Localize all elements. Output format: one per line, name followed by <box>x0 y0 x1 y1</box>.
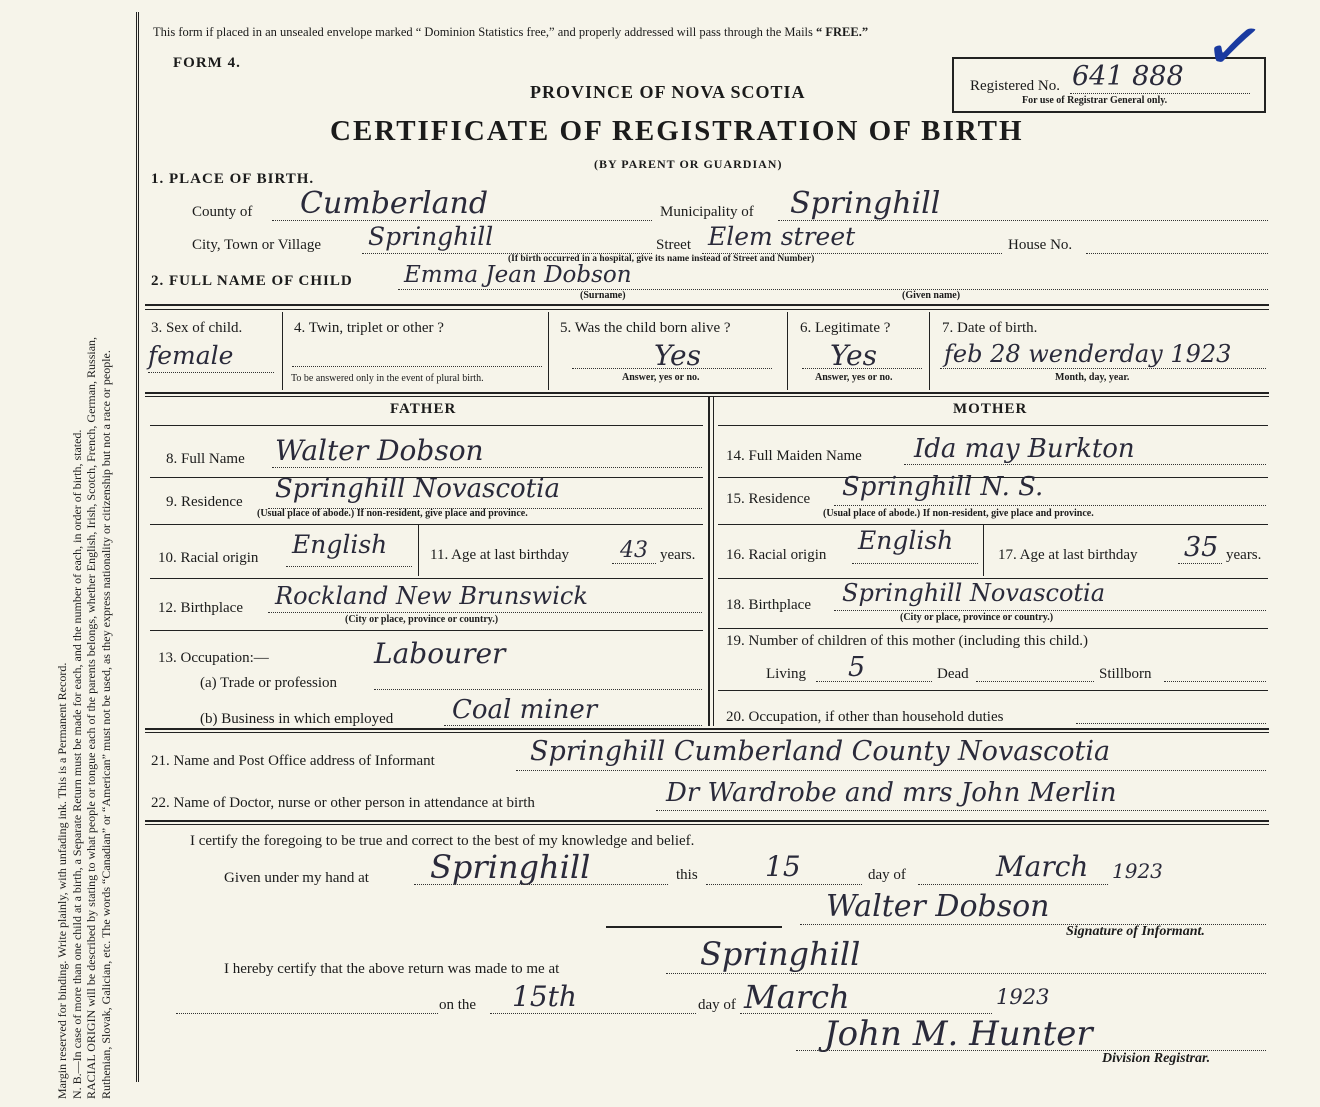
house-label: House No. <box>1008 237 1073 253</box>
street-label: Street <box>656 237 691 253</box>
mother-name-value: Ida may Burkton <box>914 434 1135 464</box>
dead-label: Dead <box>937 666 969 682</box>
child-name-label: 2. FULL NAME OF CHILD <box>151 273 353 289</box>
mother-residence-value: Springhill N. S. <box>842 472 1044 502</box>
mother-race-value: English <box>858 526 954 555</box>
mother-occupation-label: 20. Occupation, if other than household duties <box>726 709 1004 725</box>
father-name-label: 8. Full Name <box>166 451 245 467</box>
doctor-value: Dr Wardrobe and mrs John Merlin <box>666 778 1117 808</box>
given-under-label: Given under my hand at <box>224 870 369 886</box>
form-number: FORM 4. <box>173 55 241 71</box>
registrar-day-of-label: day of <box>698 997 736 1013</box>
mother-residence-note: (Usual place of abode.) If non-resident, give place and province. <box>823 508 1094 519</box>
living-label: Living <box>766 666 806 682</box>
father-birthplace-label: 12. Birthplace <box>158 600 243 616</box>
municipality-value: Springhill <box>790 186 941 221</box>
mother-birthplace-value: Springhill Novascotia <box>842 579 1106 607</box>
informant-signature: Walter Dobson <box>826 889 1050 924</box>
father-business-value: Coal miner <box>452 695 598 725</box>
registrar-certify-text: I hereby certify that the above return was made to me at <box>224 961 560 977</box>
child-name-value: Emma Jean Dobson <box>404 262 632 288</box>
county-value: Cumberland <box>300 186 489 221</box>
margin-line-2: N. B.—In case of more than one child at a birth, a Separate Return must be made for each, and the number of each, in order of birth, stated. <box>69 429 84 1099</box>
given-year-value: 1923 <box>1112 859 1163 883</box>
legitimate-label: 6. Legitimate ? <box>800 320 891 336</box>
father-age-years: years. <box>660 547 696 563</box>
registrar-day-value: 15th <box>512 980 577 1013</box>
alive-value: Yes <box>654 339 701 372</box>
city-value: Springhill <box>368 222 494 251</box>
registrar-year-value: 1923 <box>996 985 1050 1009</box>
postal-free: “ FREE.” <box>816 25 869 39</box>
division-registrar-label: Division Registrar. <box>1102 1051 1211 1066</box>
given-day-value: 15 <box>765 850 801 883</box>
legitimate-value: Yes <box>830 339 877 372</box>
doctor-label: 22. Name of Doctor, nurse or other person in attendance at birth <box>151 795 535 811</box>
dob-note: Month, day, year. <box>1055 372 1130 383</box>
mother-heading: MOTHER <box>953 401 1028 417</box>
margin-line-4: Ruthenian, Slovak, Galician, etc. The words “Canadian” or “American” must not be used, as they express nationality or citizenship but not a race or people. <box>98 350 113 1099</box>
father-occupation-label: 13. Occupation:— <box>158 650 269 666</box>
alive-note: Answer, yes or no. <box>622 372 700 383</box>
mother-name-label: 14. Full Maiden Name <box>726 448 862 464</box>
children-count-label: 19. Number of children of this mother (including this child.) <box>726 633 1089 649</box>
father-birthplace-value: Rockland New Brunswick <box>275 582 588 610</box>
given-name-note: (Given name) <box>902 290 961 301</box>
postal-notice-text: This form if placed in an unsealed envelope marked “ Dominion Statistics free,” and properly addressed will pass through the Mails <box>153 25 813 39</box>
registrar-month-value: March <box>744 978 850 1016</box>
place-heading: 1. PLACE OF BIRTH. <box>151 171 315 187</box>
mother-race-label: 16. Racial origin <box>726 547 827 563</box>
informant-value: Springhill Cumberland County Novascotia <box>530 736 1111 767</box>
day-of-label: day of <box>868 867 906 883</box>
mother-residence-label: 15. Residence <box>726 491 811 507</box>
given-month-value: March <box>996 850 1089 883</box>
father-name-value: Walter Dobson <box>275 434 484 467</box>
margin-line-1: Margin reserved for binding. Write plainly, with unfading ink. This is a Permanent Record. <box>55 662 69 1099</box>
legitimate-note: Answer, yes or no. <box>815 372 893 383</box>
registered-number: 641 888 <box>1072 61 1184 92</box>
mother-birthplace-note: (City or place, province or country.) <box>900 612 1054 623</box>
father-age-label: 11. Age at last birthday <box>430 547 569 563</box>
surname-note: (Surname) <box>580 290 626 301</box>
binding-rule <box>136 12 139 1082</box>
alive-label: 5. Was the child born alive ? <box>560 320 731 336</box>
registrar-place-value: Springhill <box>700 935 861 973</box>
certify-text: I certify the foregoing to be true and correct to the best of my knowledge and belief. <box>190 833 695 849</box>
father-race-label: 10. Racial origin <box>158 550 259 566</box>
twin-label: 4. Twin, triplet or other ? <box>294 320 444 336</box>
county-label: County of <box>192 204 253 220</box>
dob-value: feb 28 wenderday 1923 <box>944 340 1232 368</box>
father-occupation-value: Labourer <box>374 637 506 670</box>
stillborn-label: Stillborn <box>1099 666 1152 682</box>
father-residence-value: Springhill Novascotia <box>275 474 560 504</box>
mother-birthplace-label: 18. Birthplace <box>726 597 811 613</box>
registrar-note: For use of Registrar General only. <box>1022 95 1168 106</box>
province-heading: PROVINCE OF NOVA SCOTIA <box>530 82 806 102</box>
informant-signature-label: Signature of Informant. <box>1066 924 1205 939</box>
certificate-subtitle: (BY PARENT OR GUARDIAN) <box>594 157 783 171</box>
mother-age-label: 17. Age at last birthday <box>998 547 1138 563</box>
father-residence-label: 9. Residence <box>166 494 243 510</box>
check-mark-icon: ✓ <box>1197 2 1271 92</box>
informant-label: 21. Name and Post Office address of Informant <box>151 753 435 769</box>
father-heading: FATHER <box>390 401 457 417</box>
municipality-label: Municipality of <box>660 204 754 220</box>
sex-label: 3. Sex of child. <box>151 320 243 336</box>
on-the-label: on the <box>439 997 477 1013</box>
father-race-value: English <box>292 530 388 559</box>
hospital-note: (If birth occurred in a hospital, give its name instead of Street and Number) <box>508 254 815 264</box>
street-value: Elem street <box>708 222 856 251</box>
margin-line-3: RACIAL ORIGIN will be described by stating to what people or tongue each of the parents belongs, whether English, Irish, Scotch, French, German, Russian, <box>84 336 98 1099</box>
certificate-title: CERTIFICATE OF REGISTRATION OF BIRTH <box>330 115 1024 147</box>
postal-notice <box>153 25 868 40</box>
registered-label: Registered No. <box>970 78 1060 94</box>
city-label: City, Town or Village <box>192 237 322 253</box>
sex-value: female <box>148 341 234 370</box>
mother-age-years: years. <box>1226 547 1262 563</box>
father-trade-label: (a) Trade or profession <box>200 675 338 691</box>
father-age-value: 43 <box>620 538 648 563</box>
father-birthplace-note: (City or place, province or country.) <box>345 614 499 625</box>
given-place-value: Springhill <box>430 848 591 886</box>
living-value: 5 <box>848 652 866 683</box>
this-label: this <box>676 867 698 883</box>
dob-label: 7. Date of birth. <box>942 320 1038 336</box>
father-business-label: (b) Business in which employed <box>200 711 394 727</box>
binding-margin-text <box>55 69 155 1099</box>
twin-note: To be answered only in the event of plural birth. <box>291 373 484 384</box>
registrar-signature: John M. Hunter <box>824 1014 1093 1054</box>
father-residence-note: (Usual place of abode.) If non-resident, give place and province. <box>257 508 528 519</box>
mother-age-value: 35 <box>1184 532 1219 563</box>
